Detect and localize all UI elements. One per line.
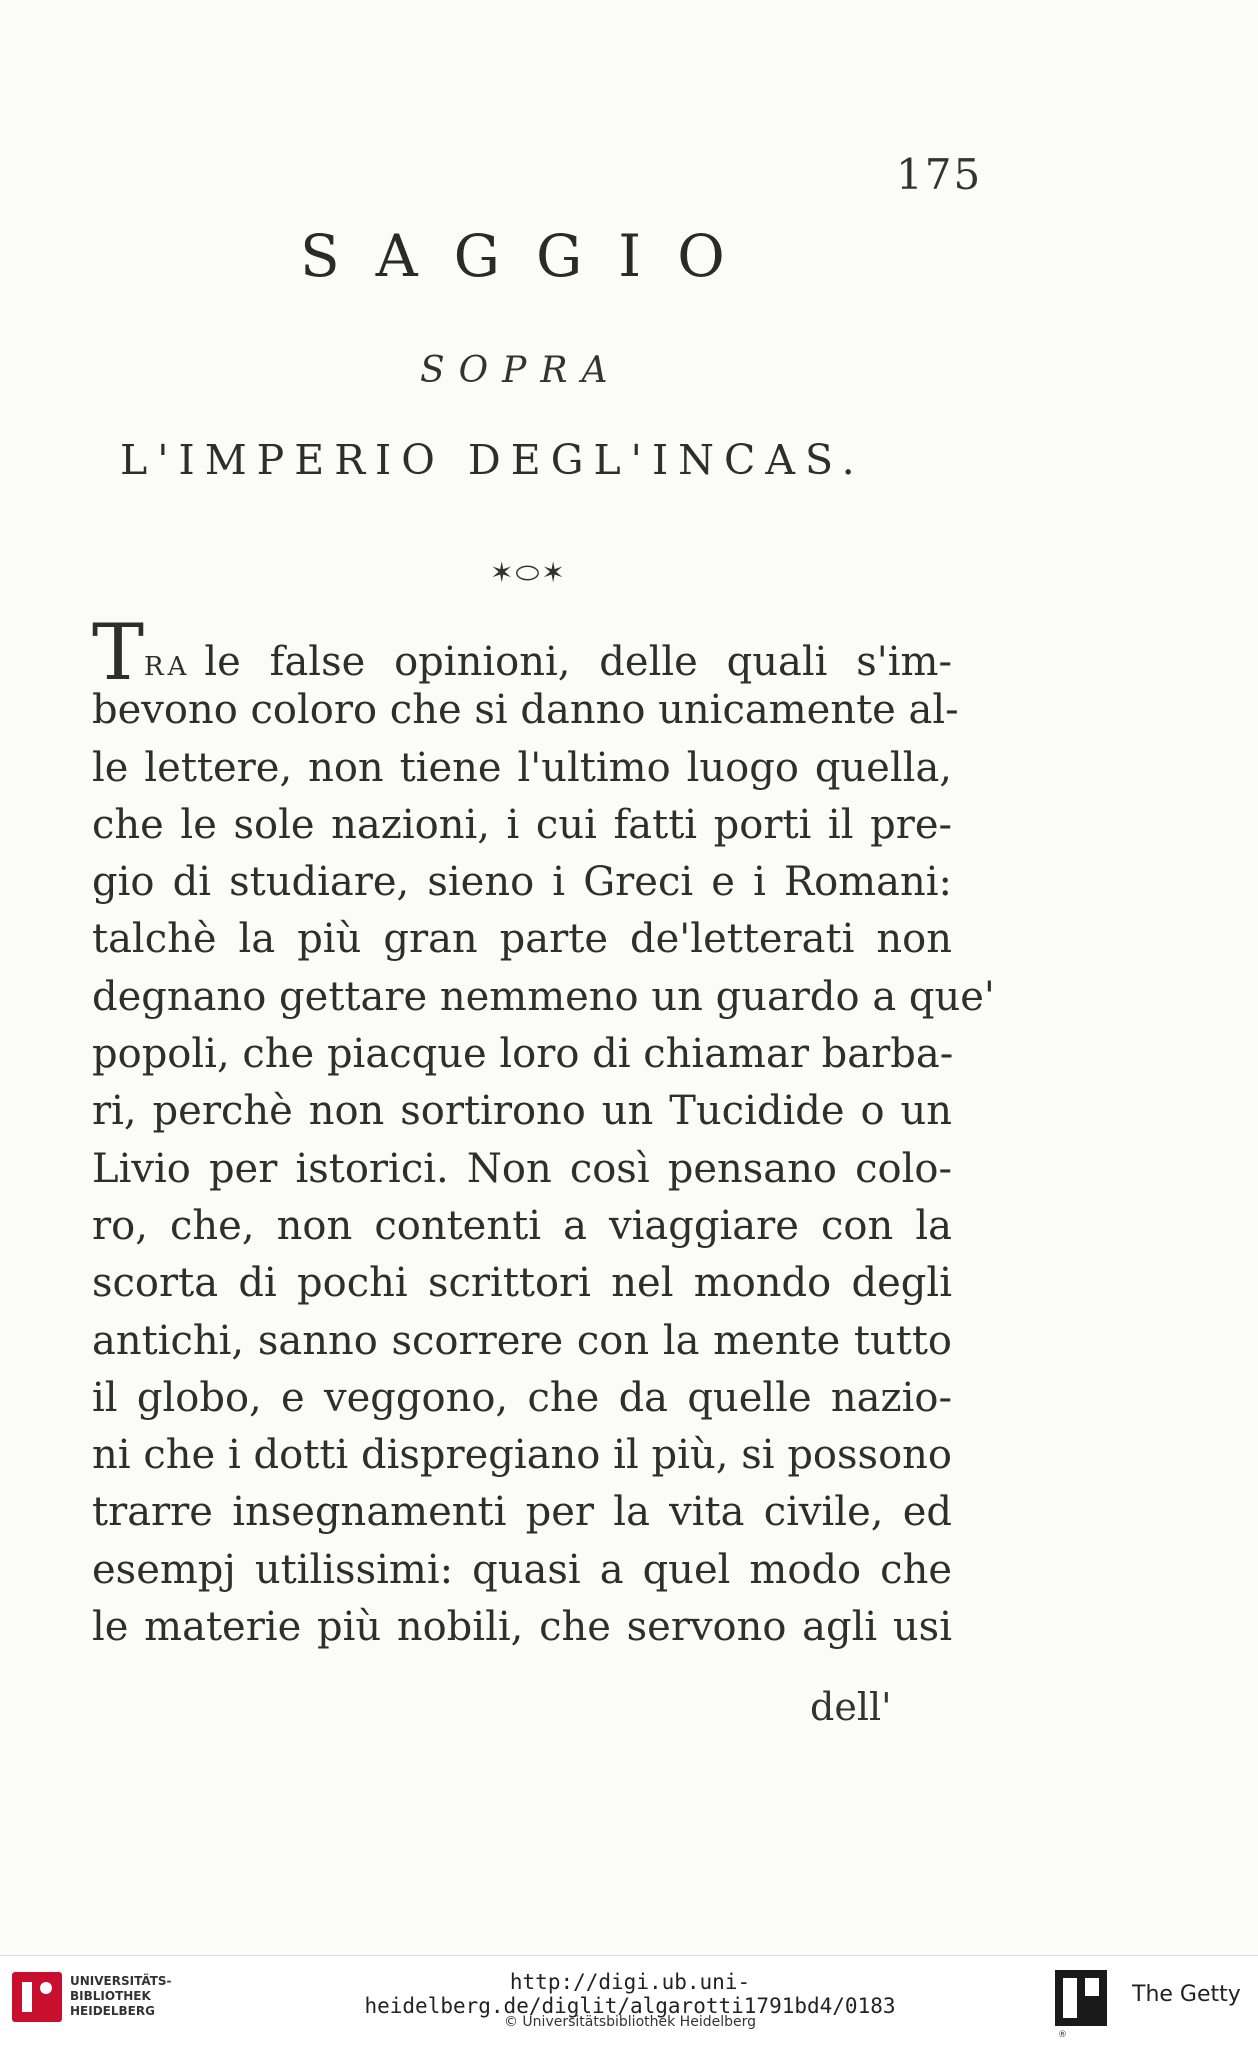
ub-logo-icon: [12, 1972, 62, 2022]
body-line-text: le false opinioni, delle quali s'im-: [204, 639, 952, 685]
ub-logo-line: BIBLIOTHEK: [70, 1989, 151, 2003]
drop-cap: T: [92, 608, 145, 698]
body-line: Livio per istorici. Non così pensano colo-: [92, 1145, 952, 1192]
ornament-divider: ✶⬭✶: [490, 556, 567, 589]
footer-bar: [0, 1955, 1258, 2048]
body-line: gio di studiare, sieno i Greci e i Romani:: [92, 859, 952, 906]
body-line: le materie più nobili, che servono agli usi: [92, 1604, 952, 1651]
body-line: che le sole nazioni, i cui fatti porti il pre-: [92, 801, 952, 848]
body-line: scorta di pochi scrittori nel mondo degli: [92, 1260, 952, 1307]
body-line: ni che i dotti dispregiano il più, si possono: [92, 1432, 952, 1479]
body-line: trarre insegnamenti per la vita civile, ed: [92, 1489, 952, 1536]
first-word-rest: RA: [144, 652, 191, 682]
body-text: [92, 608, 995, 1656]
body-line: degnano gettare nemmeno un guardo a que': [92, 973, 995, 1020]
ub-logo-line: UNIVERSITÄTS-: [70, 1974, 172, 1988]
copyright-notice: © Universitätsbibliothek Heidelberg: [503, 2014, 756, 2030]
page-subtitle: SOPRA: [420, 350, 622, 391]
catchword: dell': [810, 1685, 892, 1729]
body-line: popoli, che piacque loro di chiamar barba-: [92, 1031, 954, 1078]
body-line: talchè la più gran parte de'letterati non: [92, 916, 952, 963]
chapter-heading: L'IMPERIO DEGL'INCAS.: [120, 436, 865, 484]
page-title: SAGGIO: [300, 222, 761, 290]
registered-mark: ®: [1058, 2030, 1067, 2040]
body-line: esempj utilissimi: quasi a quel modo che: [92, 1546, 952, 1593]
body-line: [92, 608, 952, 698]
getty-logo-icon[interactable]: [1055, 1970, 1107, 2026]
body-line: le lettere, non tiene l'ultimo luogo quella,: [92, 744, 952, 791]
body-line: antichi, sanno scorrere con la mente tutto: [92, 1317, 952, 1364]
permalink-url[interactable]: http://digi.ub.uni-heidelberg.de/diglit/algarotti1791bd4/0183: [364, 1970, 896, 2018]
ub-logo-text: [70, 1974, 172, 2019]
body-line: bevono coloro che si danno unicamente al-: [92, 687, 959, 734]
body-line: ro, che, non contenti a viaggiare con la: [92, 1202, 952, 1249]
body-line: il globo, e veggono, che da quelle nazio-: [92, 1374, 952, 1421]
university-library-logo[interactable]: [12, 1964, 192, 2034]
getty-label[interactable]: The Getty: [1132, 1982, 1241, 2007]
ub-logo-line: HEIDELBERG: [70, 2004, 155, 2018]
page-number: 175: [896, 150, 983, 199]
body-line: ri, perchè non sortirono un Tucidide o un: [92, 1088, 952, 1135]
